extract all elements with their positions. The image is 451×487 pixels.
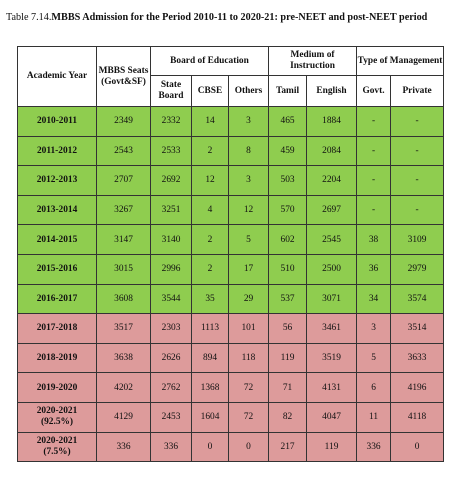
cell-state-board: 336 — [151, 432, 192, 462]
year-label: 2013-2014 — [36, 205, 78, 216]
table-row — [18, 195, 444, 225]
cell-govt: 34 — [357, 284, 391, 314]
cell-cbse: 2 — [192, 225, 229, 255]
table-row — [18, 225, 444, 255]
cell-cbse: 2 — [192, 136, 229, 166]
cell-year — [18, 225, 97, 255]
cell-govt: 5 — [357, 343, 391, 373]
cell-seats: 4129 — [97, 402, 151, 432]
cell-govt: - — [357, 166, 391, 196]
cell-private: 4118 — [391, 402, 444, 432]
year-label: 2018-2019 — [36, 353, 78, 364]
cell-cbse: 1604 — [192, 402, 229, 432]
table-row — [18, 432, 444, 462]
cell-state-board: 3251 — [151, 195, 192, 225]
cell-year — [18, 373, 97, 403]
cell-year — [18, 254, 97, 284]
cell-tamil: 570 — [269, 195, 307, 225]
header-state-board: State Board — [151, 76, 192, 107]
header-board-of-education: Board of Education — [151, 47, 269, 76]
year-label: 2019-2020 — [36, 382, 78, 393]
cell-tamil: 71 — [269, 373, 307, 403]
cell-cbse: 2 — [192, 254, 229, 284]
cell-year — [18, 136, 97, 166]
cell-tamil: 56 — [269, 314, 307, 344]
cell-english: 2697 — [307, 195, 357, 225]
cell-seats: 2349 — [97, 107, 151, 137]
cell-others: 3 — [229, 107, 269, 137]
table-row — [18, 136, 444, 166]
cell-others: 3 — [229, 166, 269, 196]
cell-govt: - — [357, 195, 391, 225]
cell-seats: 4202 — [97, 373, 151, 403]
header-medium-of-instruction: Medium of Instruction — [269, 47, 357, 76]
header-private: Private — [391, 76, 444, 107]
cell-seats: 3638 — [97, 343, 151, 373]
cell-govt: 336 — [357, 432, 391, 462]
cell-state-board: 3544 — [151, 284, 192, 314]
cell-seats: 336 — [97, 432, 151, 462]
cell-seats: 2543 — [97, 136, 151, 166]
cell-year — [18, 314, 97, 344]
year-label: 2016-2017 — [36, 293, 78, 304]
year-label: 2015-2016 — [36, 264, 78, 275]
header-type-of-management: Type of Management — [357, 47, 444, 76]
cell-tamil: 503 — [269, 166, 307, 196]
year-label: 2010-2011 — [36, 116, 78, 127]
cell-year — [18, 402, 97, 432]
cell-private: 2979 — [391, 254, 444, 284]
table-row — [18, 402, 444, 432]
cell-others: 8 — [229, 136, 269, 166]
cell-state-board: 2692 — [151, 166, 192, 196]
cell-tamil: 510 — [269, 254, 307, 284]
cell-cbse: 0 — [192, 432, 229, 462]
year-label: 2012-2013 — [36, 175, 78, 186]
cell-tamil: 217 — [269, 432, 307, 462]
cell-cbse: 14 — [192, 107, 229, 137]
cell-tamil: 82 — [269, 402, 307, 432]
cell-private: - — [391, 136, 444, 166]
cell-english: 3519 — [307, 343, 357, 373]
table-row — [18, 254, 444, 284]
cell-state-board: 2332 — [151, 107, 192, 137]
cell-year — [18, 107, 97, 137]
cell-private: 0 — [391, 432, 444, 462]
cell-others: 0 — [229, 432, 269, 462]
year-label: 2020-2021 — [36, 406, 78, 417]
cell-others: 5 — [229, 225, 269, 255]
cell-english: 2204 — [307, 166, 357, 196]
cell-state-board: 2453 — [151, 402, 192, 432]
header-others: Others — [229, 76, 269, 107]
cell-cbse: 4 — [192, 195, 229, 225]
cell-year — [18, 343, 97, 373]
header-cbse: CBSE — [192, 76, 229, 107]
cell-others: 72 — [229, 373, 269, 403]
cell-govt: 38 — [357, 225, 391, 255]
caption-prefix: Table 7.14. — [6, 12, 52, 23]
cell-cbse: 1113 — [192, 314, 229, 344]
table-body — [18, 107, 444, 462]
cell-private: 3574 — [391, 284, 444, 314]
cell-english: 2084 — [307, 136, 357, 166]
cell-english: 2500 — [307, 254, 357, 284]
table-row — [18, 284, 444, 314]
cell-govt: 3 — [357, 314, 391, 344]
cell-private: - — [391, 166, 444, 196]
mbbs-admission-table — [17, 46, 444, 462]
cell-year — [18, 195, 97, 225]
cell-state-board: 3140 — [151, 225, 192, 255]
year-note: (92.5%) — [40, 417, 74, 428]
cell-private: 4196 — [391, 373, 444, 403]
cell-state-board: 2762 — [151, 373, 192, 403]
cell-private: 3633 — [391, 343, 444, 373]
cell-govt: - — [357, 136, 391, 166]
header-govt: Govt. — [357, 76, 391, 107]
cell-cbse: 894 — [192, 343, 229, 373]
table-row — [18, 166, 444, 196]
cell-english: 4047 — [307, 402, 357, 432]
cell-state-board: 2303 — [151, 314, 192, 344]
header-tamil: Tamil — [269, 76, 307, 107]
cell-govt: - — [357, 107, 391, 137]
cell-cbse: 1368 — [192, 373, 229, 403]
cell-private: 3514 — [391, 314, 444, 344]
year-label: 2017-2018 — [36, 323, 78, 334]
cell-govt: 11 — [357, 402, 391, 432]
cell-state-board: 2626 — [151, 343, 192, 373]
cell-seats: 3147 — [97, 225, 151, 255]
caption-title: MBBS Admission for the Period 2010-11 to 2020-21: pre-NEET and post-NEET period — [51, 12, 428, 23]
cell-private: - — [391, 195, 444, 225]
table-row — [18, 373, 444, 403]
cell-english: 3071 — [307, 284, 357, 314]
cell-state-board: 2533 — [151, 136, 192, 166]
cell-tamil: 537 — [269, 284, 307, 314]
table-row — [18, 343, 444, 373]
cell-tamil: 465 — [269, 107, 307, 137]
table-row — [18, 107, 444, 137]
cell-govt: 6 — [357, 373, 391, 403]
cell-seats: 3267 — [97, 195, 151, 225]
table-row — [18, 314, 444, 344]
cell-private: 3109 — [391, 225, 444, 255]
header-english: English — [307, 76, 357, 107]
cell-tamil: 602 — [269, 225, 307, 255]
cell-seats: 3608 — [97, 284, 151, 314]
cell-others: 29 — [229, 284, 269, 314]
cell-seats: 3015 — [97, 254, 151, 284]
cell-seats: 3517 — [97, 314, 151, 344]
year-note: (7.5%) — [43, 446, 71, 457]
cell-year — [18, 284, 97, 314]
header-mbbs-seats: MBBS Seats (Govt&SF) — [97, 47, 151, 107]
cell-year — [18, 166, 97, 196]
cell-tamil: 119 — [269, 343, 307, 373]
cell-tamil: 459 — [269, 136, 307, 166]
year-label: 2014-2015 — [36, 234, 78, 245]
cell-seats: 2707 — [97, 166, 151, 196]
cell-english: 1884 — [307, 107, 357, 137]
cell-others: 101 — [229, 314, 269, 344]
cell-others: 72 — [229, 402, 269, 432]
cell-english: 119 — [307, 432, 357, 462]
cell-cbse: 35 — [192, 284, 229, 314]
cell-others: 12 — [229, 195, 269, 225]
cell-govt: 36 — [357, 254, 391, 284]
cell-english: 4131 — [307, 373, 357, 403]
cell-year — [18, 432, 97, 462]
cell-state-board: 2996 — [151, 254, 192, 284]
cell-private: - — [391, 107, 444, 137]
cell-others: 17 — [229, 254, 269, 284]
cell-others: 118 — [229, 343, 269, 373]
year-label: 2011-2012 — [36, 145, 78, 156]
cell-english: 3461 — [307, 314, 357, 344]
table-caption — [6, 9, 444, 27]
cell-english: 2545 — [307, 225, 357, 255]
cell-cbse: 12 — [192, 166, 229, 196]
year-label: 2020-2021 — [36, 435, 78, 446]
header-academic-year: Academic Year — [18, 47, 97, 107]
